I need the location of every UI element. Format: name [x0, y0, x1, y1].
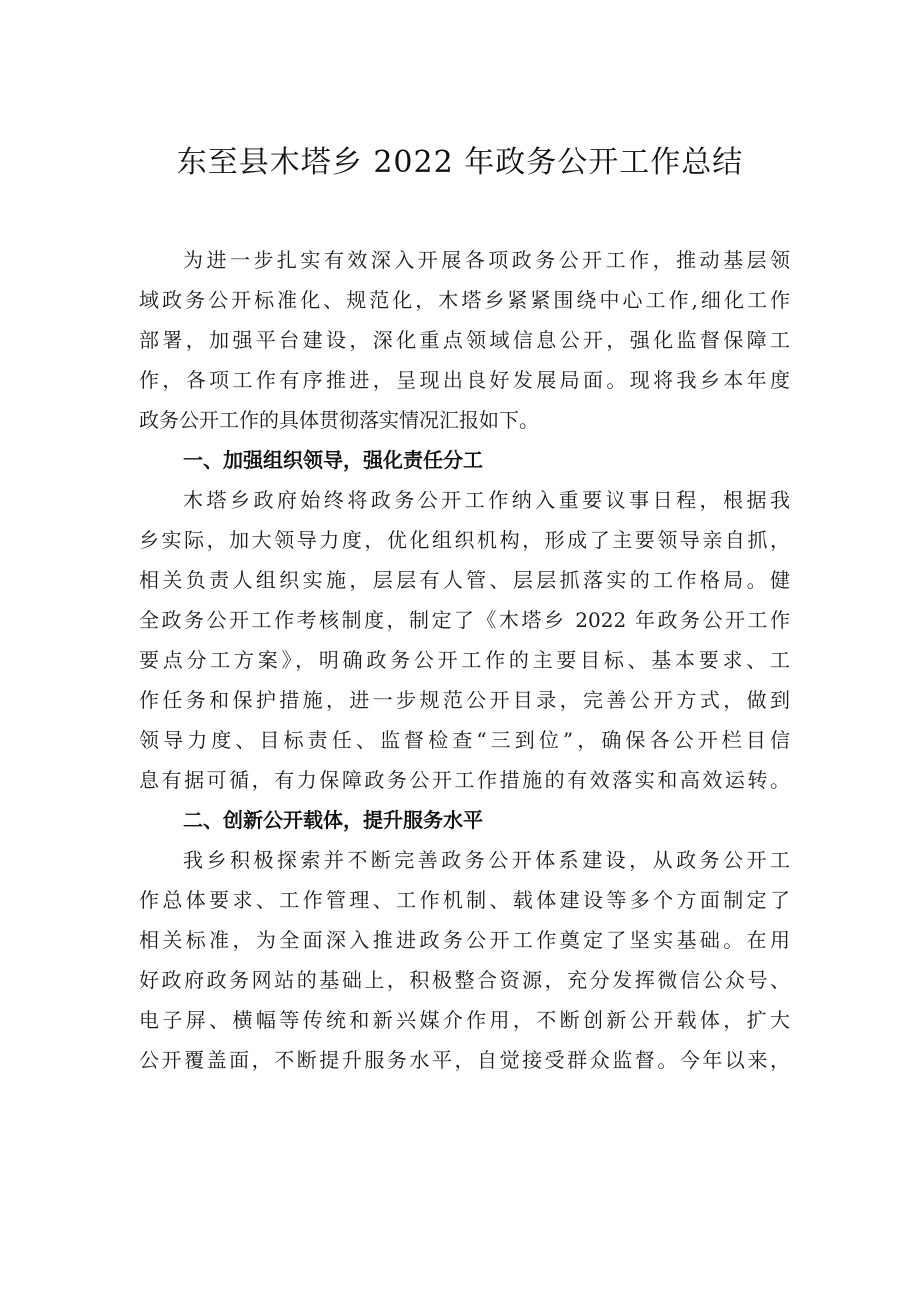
- section1-line: 领导力度、目标责任、监督检查“三到位”，确保各公开栏目信: [139, 728, 790, 752]
- intro-line: 部署，加强平台建设，深化重点领域信息公开，强化监督保障工: [139, 328, 790, 352]
- section2-line: 我乡积极探索并不断完善政务公开体系建设，从政务公开工: [183, 848, 790, 872]
- section2-line: 电子屏、横幅等传统和新兴媒介作用，不断创新公开载体，扩大: [139, 1008, 790, 1032]
- section1-line: 乡实际，加大领导力度，优化组织机构，形成了主要领导亲自抓，: [139, 528, 790, 552]
- section1-line: 木塔乡政府始终将政务公开工作纳入重要议事日程，根据我: [183, 488, 790, 512]
- intro-line: 为进一步扎实有效深入开展各项政务公开工作，推动基层领: [183, 248, 790, 272]
- intro-line: 政务公开工作的具体贯彻落实情况汇报如下。: [139, 408, 539, 432]
- document-body: [139, 240, 790, 1080]
- section-heading-1: 一、加强组织领导，强化责任分工: [183, 448, 483, 472]
- section2-line: 好政府政务网站的基础上，积极整合资源，充分发挥微信公众号、: [139, 968, 790, 992]
- document-title: 东至县木塔乡 2022 年政务公开工作总结: [176, 145, 744, 180]
- section1-line: 相关负责人组织实施，层层有人管、层层抓落实的工作格局。健: [139, 568, 790, 592]
- section1-line: 作任务和保护措施，进一步规范公开目录，完善公开方式，做到: [139, 688, 790, 712]
- section2-line: 作总体要求、工作管理、工作机制、载体建设等多个方面制定了: [139, 888, 790, 912]
- section-heading-2: 二、创新公开载体，提升服务水平: [183, 808, 483, 832]
- section1-line: 要点分工方案》，明确政务公开工作的主要目标、基本要求、工: [139, 648, 790, 672]
- section1-line: 息有据可循，有力保障政务公开工作措施的有效落实和高效运转。: [139, 768, 790, 792]
- section1-line: 全政务公开工作考核制度，制定了《木塔乡 2022 年政务公开工作: [139, 608, 790, 632]
- section2-line: 公开覆盖面，不断提升服务水平，自觉接受群众监督。今年以来，: [139, 1048, 790, 1072]
- intro-line: 域政务公开标准化、规范化，木塔乡紧紧围绕中心工作,细化工作: [139, 288, 790, 312]
- section2-line: 相关标准，为全面深入推进政务公开工作奠定了坚实基础。在用: [139, 928, 790, 952]
- intro-line: 作，各项工作有序推进，呈现出良好发展局面。现将我乡本年度: [139, 368, 790, 392]
